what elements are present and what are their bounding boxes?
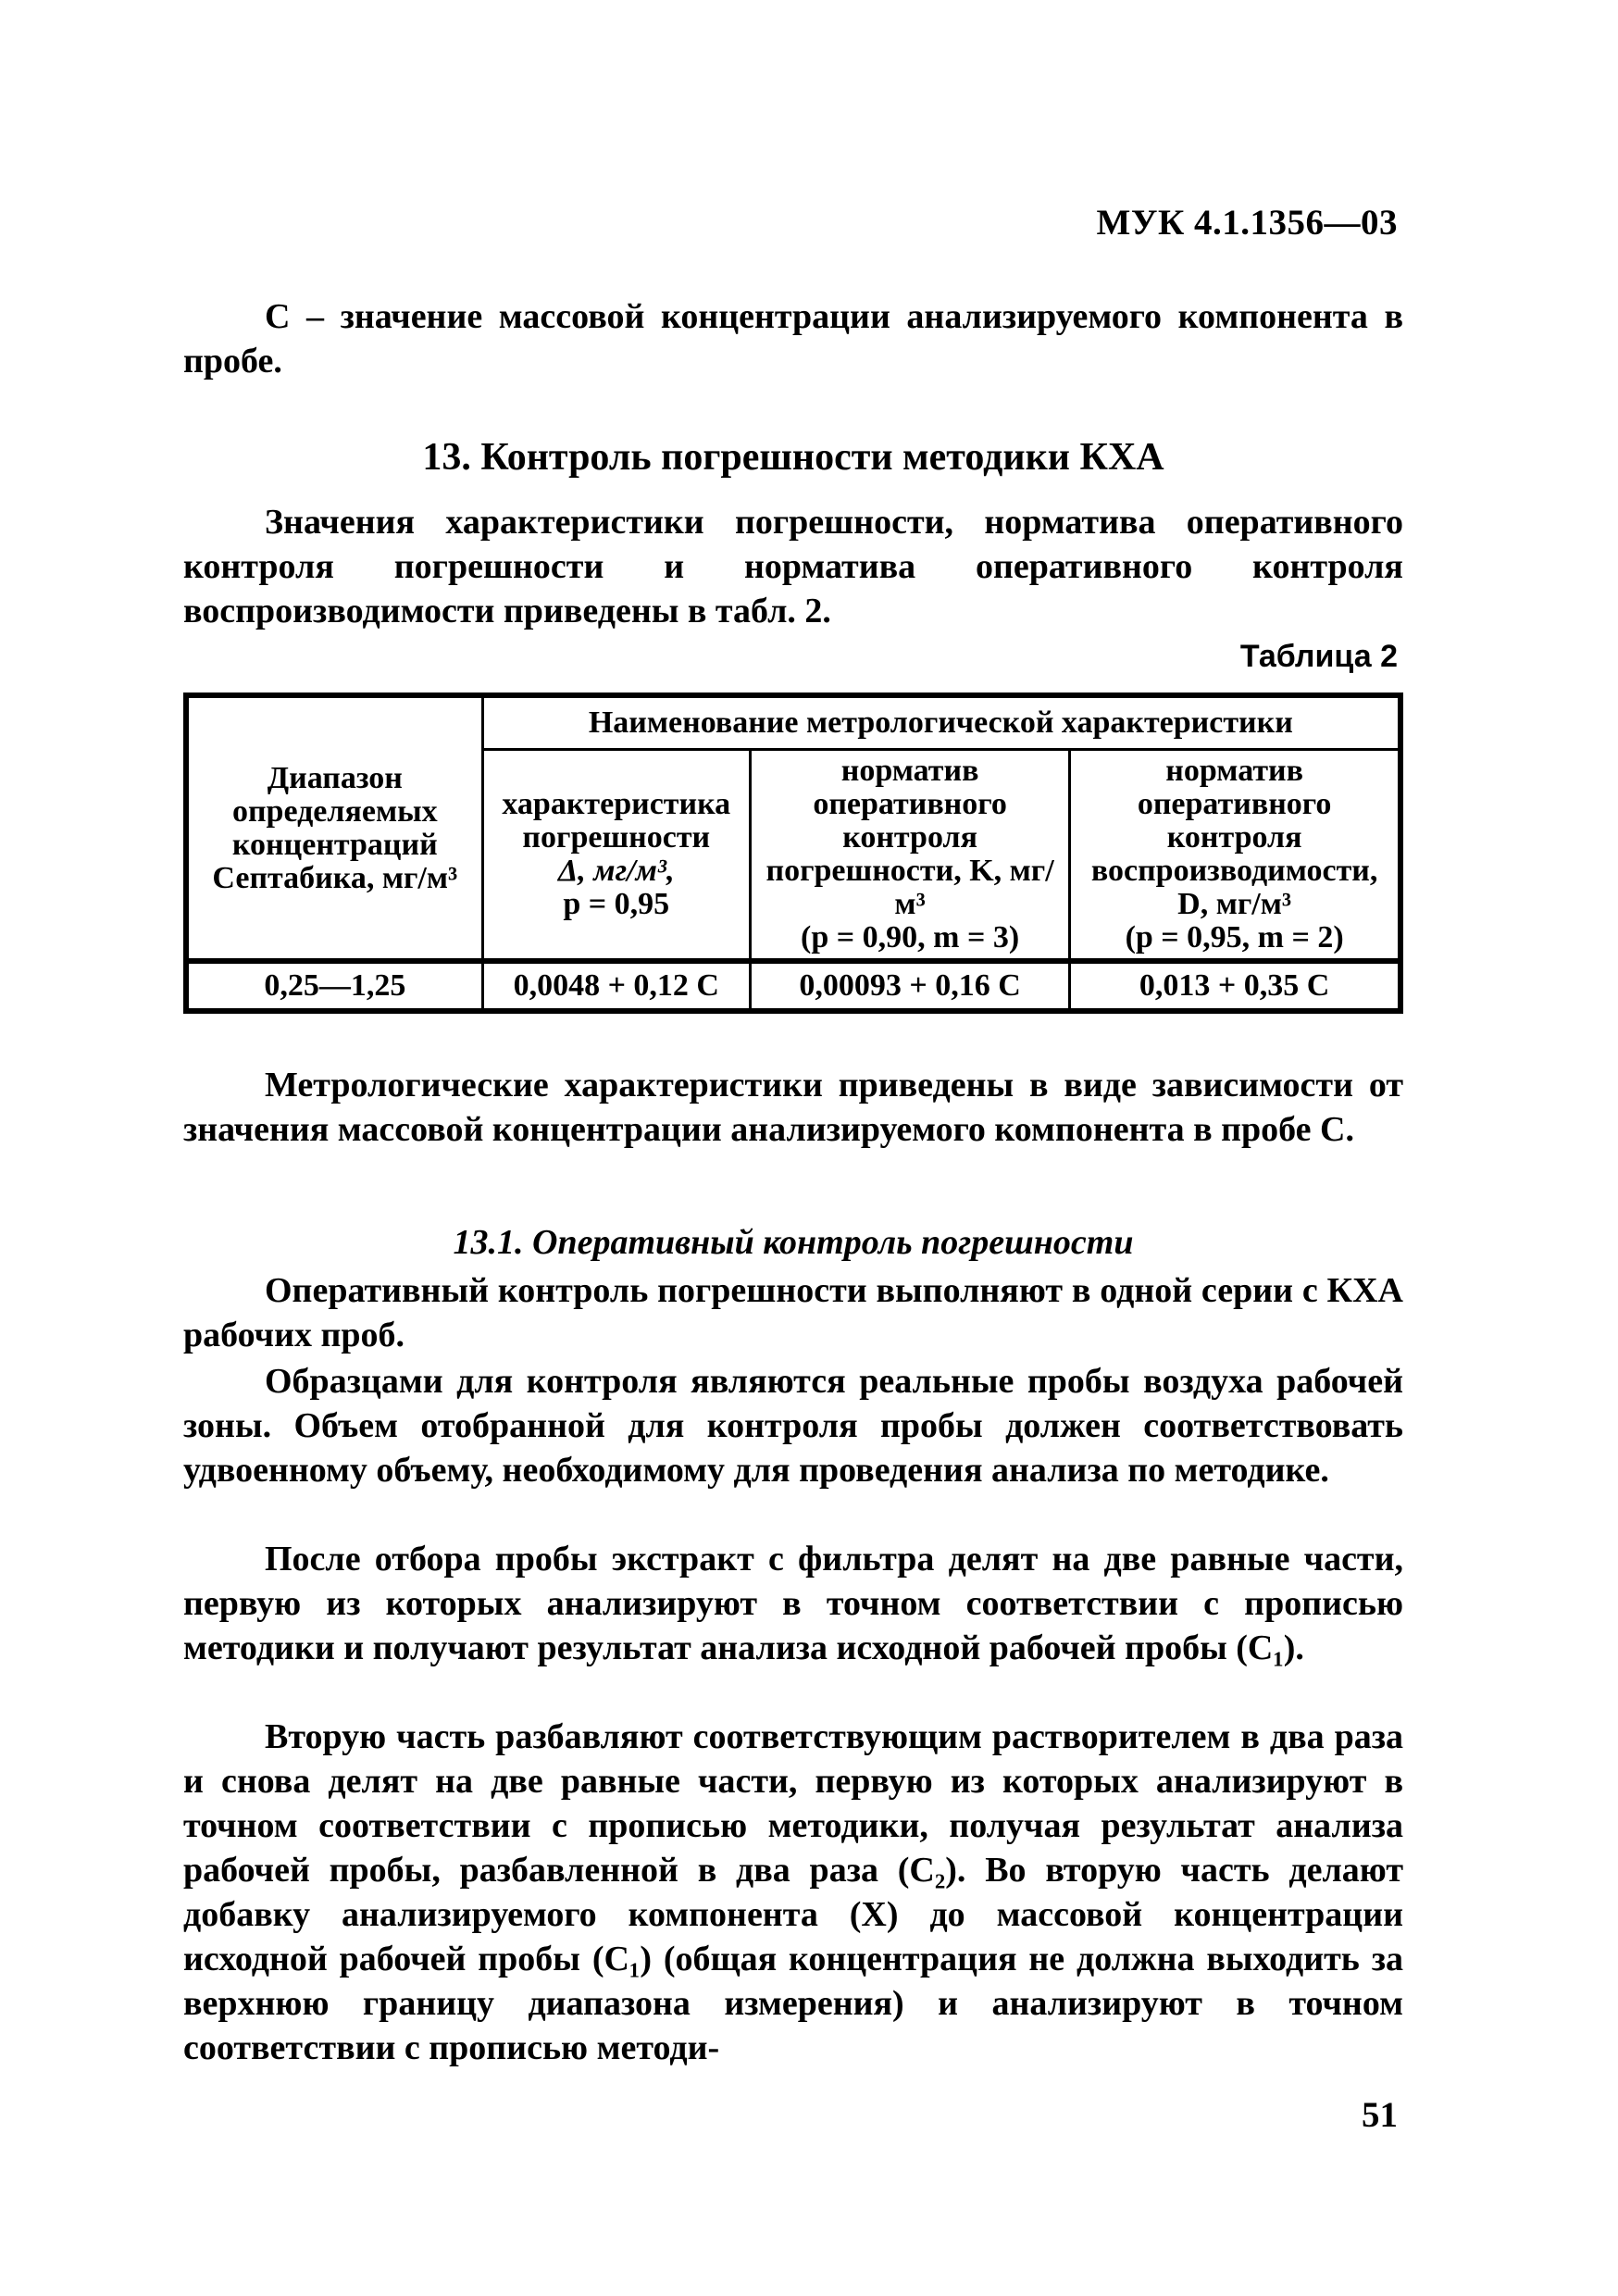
cell-k: 0,00093 + 0,16 С xyxy=(750,961,1069,1011)
header-k xyxy=(750,750,1069,962)
subsection-paragraph-2: Образцами для контроля являются реальные пробы воздуха рабочей зоны. Объем отобранной для контроля пробы должен соответствовать удвоенному объему, необходимому для проведения анализа по методике. xyxy=(183,1362,1403,1490)
section-paragraph: Значения характеристики погрешности, норматива оперативного контроля погрешности и норматива оперативного контроля воспроизводимости приведены в табл. 2. xyxy=(183,503,1403,630)
subsection-title: 13.1. Оперативный контроль погрешности xyxy=(453,1223,1134,1262)
subsection-paragraph-4: Вторую часть разбавляют соответствующим растворителем в два раза и снова делят на две равные части, первую из которых анализируют в точном соответствии с прописью методики, получая результат анализа рабочей пробы, разбавленной в два раза (C₂). Во вторую часть делают добавку анализируемого компонента (X) до массовой концентрации исходной рабочей пробы (C₁) (общая концентрация не должна выходить за верхнюю границу диапазона измерения) и анализируют в точном соответствии с прописью методи- xyxy=(183,1717,1403,2067)
header-range-text: Диапазон определяемых концентраций Септабика, мг/м³ xyxy=(212,760,458,895)
header-d xyxy=(1070,750,1400,962)
header-d-line3: (p = 0,95, m = 2) xyxy=(1125,920,1344,955)
table-caption: Таблица 2 xyxy=(1239,639,1398,674)
after-table-paragraph: Метрологические характеристики приведены в виде зависимости от значения массовой концентрации анализируемого компонента в пробе С. xyxy=(183,1066,1403,1149)
metrology-table xyxy=(183,693,1403,1014)
section-title: 13. Контроль погрешности методики КХА xyxy=(422,436,1164,479)
table-row xyxy=(186,961,1400,1011)
cell-delta: 0,0048 + 0,12 С xyxy=(482,961,750,1011)
document-code: МУК 4.1.1356—03 xyxy=(1096,203,1398,243)
header-group-text: Наименование метрологической характеристики xyxy=(588,705,1293,740)
table-header-row-1 xyxy=(186,695,1400,750)
header-k-line1: норматив оперативного контроля погрешности, K, мг/м³ xyxy=(765,754,1054,921)
header-delta xyxy=(482,750,750,962)
header-delta-line2: Δ, мг/м³, xyxy=(557,854,675,888)
header-group xyxy=(482,695,1400,750)
header-range xyxy=(186,695,482,961)
header-delta-line3: p = 0,95 xyxy=(563,887,670,921)
cell-range: 0,25—1,25 xyxy=(186,961,482,1011)
intro-paragraph: С – значение массовой концентрации анализируемого компонента в пробе. xyxy=(183,297,1403,381)
header-d-line1: норматив оперативного контроля воспроизводимости, xyxy=(1090,754,1378,888)
metrology-table-wrapper xyxy=(183,693,1403,1014)
subsection-paragraph-3: После отбора пробы экстракт с фильтра делят на две равные части, первую из которых анализируют в точном соответствии с прописью методики и получают результат анализа исходной рабочей пробы (C₁). xyxy=(183,1540,1403,1667)
page-number: 51 xyxy=(1362,2095,1398,2135)
header-k-line2: (p = 0,90, m = 3) xyxy=(801,920,1020,955)
header-delta-line1: характеристика погрешности xyxy=(502,787,731,855)
subsection-paragraph-1: Оперативный контроль погрешности выполняют в одной серии с КХА рабочих проб. xyxy=(183,1271,1403,1354)
header-d-line2: D, мг/м³ xyxy=(1177,887,1292,921)
cell-d: 0,013 + 0,35 С xyxy=(1070,961,1400,1011)
